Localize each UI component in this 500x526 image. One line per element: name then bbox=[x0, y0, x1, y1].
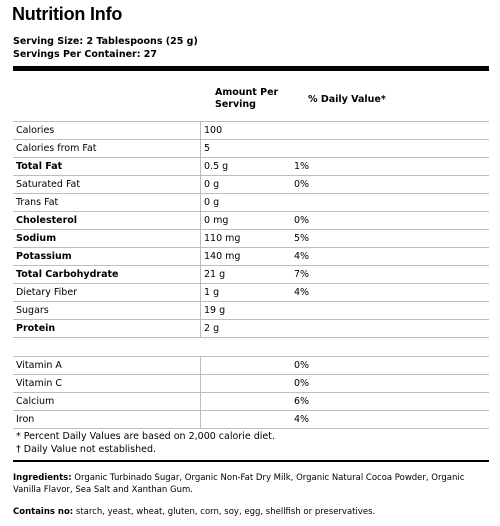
nutrient-daily-value: 7% bbox=[291, 266, 489, 284]
nutrient-name: Trans Fat bbox=[13, 194, 201, 212]
nutrient-daily-value: 0% bbox=[291, 176, 489, 194]
table-row bbox=[13, 158, 489, 176]
vitamins-table bbox=[13, 356, 489, 429]
table-row bbox=[13, 176, 489, 194]
nutrient-name: Saturated Fat bbox=[13, 176, 201, 194]
table-row bbox=[13, 230, 489, 248]
nutrient-amount: 1 g bbox=[201, 284, 292, 302]
nutrient-amount: 0.5 g bbox=[201, 158, 292, 176]
daily-value-header: % Daily Value* bbox=[308, 94, 386, 105]
nutrient-name: Cholesterol bbox=[13, 212, 201, 230]
ingredients-label: Ingredients: bbox=[13, 473, 72, 483]
ingredients-list: Organic Turbinado Sugar, Organic Non-Fat Dry Milk, Organic Natural Cocoa Powder, Organic Vanilla Flavor, Sea Salt and Xanthan Gum. bbox=[13, 473, 465, 495]
nutrient-name: Dietary Fiber bbox=[13, 284, 201, 302]
nutrient-amount: 2 g bbox=[201, 320, 292, 338]
page-title: Nutrition Info bbox=[12, 4, 123, 24]
nutrient-amount: 5 bbox=[201, 140, 292, 158]
nutrient-daily-value: 4% bbox=[291, 411, 489, 429]
divider bbox=[13, 460, 489, 462]
nutrient-daily-value: 0% bbox=[291, 212, 489, 230]
nutrient-amount: 110 mg bbox=[201, 230, 292, 248]
nutrient-name: Calcium bbox=[13, 393, 201, 411]
table-row bbox=[13, 266, 489, 284]
nutrient-amount bbox=[201, 357, 292, 375]
nutrient-daily-value bbox=[291, 122, 489, 140]
table-row bbox=[13, 320, 489, 338]
nutrient-name: Iron bbox=[13, 411, 201, 429]
nutrient-amount bbox=[201, 375, 292, 393]
servings-per-container: Servings Per Container: 27 bbox=[13, 49, 158, 60]
nutrient-name: Sugars bbox=[13, 302, 201, 320]
serving-size: Serving Size: 2 Tablespoons (25 g) bbox=[13, 36, 198, 47]
nutrient-daily-value bbox=[291, 194, 489, 212]
nutrient-amount: 0 g bbox=[201, 176, 292, 194]
nutrient-name: Calories bbox=[13, 122, 201, 140]
nutrient-daily-value: 0% bbox=[291, 357, 489, 375]
nutrient-name: Total Fat bbox=[13, 158, 201, 176]
table-row bbox=[13, 357, 489, 375]
nutrient-name: Vitamin A bbox=[13, 357, 201, 375]
nutrient-amount: 21 g bbox=[201, 266, 292, 284]
nutrient-amount: 19 g bbox=[201, 302, 292, 320]
nutrient-amount: 100 bbox=[201, 122, 292, 140]
nutrient-amount: 140 mg bbox=[201, 248, 292, 266]
table-row bbox=[13, 393, 489, 411]
table-row bbox=[13, 284, 489, 302]
table-row bbox=[13, 411, 489, 429]
contains-label: Contains no: bbox=[13, 507, 74, 517]
table-row bbox=[13, 375, 489, 393]
nutrient-daily-value: 1% bbox=[291, 158, 489, 176]
contains-no-text bbox=[13, 506, 493, 518]
footnote-not-established: † Daily Value not established. bbox=[16, 444, 157, 455]
table-row bbox=[13, 212, 489, 230]
nutrient-daily-value bbox=[291, 140, 489, 158]
nutrients-table bbox=[13, 121, 489, 338]
contains-list: starch, yeast, wheat, gluten, corn, soy, egg, shellfish or preservatives. bbox=[75, 507, 376, 517]
nutrient-name: Total Carbohydrate bbox=[13, 266, 201, 284]
nutrient-name: Sodium bbox=[13, 230, 201, 248]
nutrient-daily-value: 0% bbox=[291, 375, 489, 393]
amount-per-serving-header: Amount Per Serving bbox=[215, 87, 279, 110]
ingredients-text bbox=[13, 472, 493, 496]
table-row bbox=[13, 248, 489, 266]
footnote-daily-values: * Percent Daily Values are based on 2,000 calorie diet. bbox=[16, 431, 275, 442]
table-row bbox=[13, 140, 489, 158]
nutrient-amount bbox=[201, 393, 292, 411]
nutrient-name: Vitamin C bbox=[13, 375, 201, 393]
nutrient-name: Potassium bbox=[13, 248, 201, 266]
nutrient-daily-value: 4% bbox=[291, 284, 489, 302]
table-row bbox=[13, 194, 489, 212]
thick-divider bbox=[13, 66, 489, 71]
nutrient-daily-value: 6% bbox=[291, 393, 489, 411]
nutrient-amount: 0 g bbox=[201, 194, 292, 212]
nutrient-name: Calories from Fat bbox=[13, 140, 201, 158]
nutrient-daily-value bbox=[291, 320, 489, 338]
nutrient-amount bbox=[201, 411, 292, 429]
nutrient-name: Protein bbox=[13, 320, 201, 338]
nutrient-daily-value bbox=[291, 302, 489, 320]
table-row bbox=[13, 122, 489, 140]
nutrient-daily-value: 5% bbox=[291, 230, 489, 248]
nutrient-daily-value: 4% bbox=[291, 248, 489, 266]
nutrient-amount: 0 mg bbox=[201, 212, 292, 230]
table-row bbox=[13, 302, 489, 320]
